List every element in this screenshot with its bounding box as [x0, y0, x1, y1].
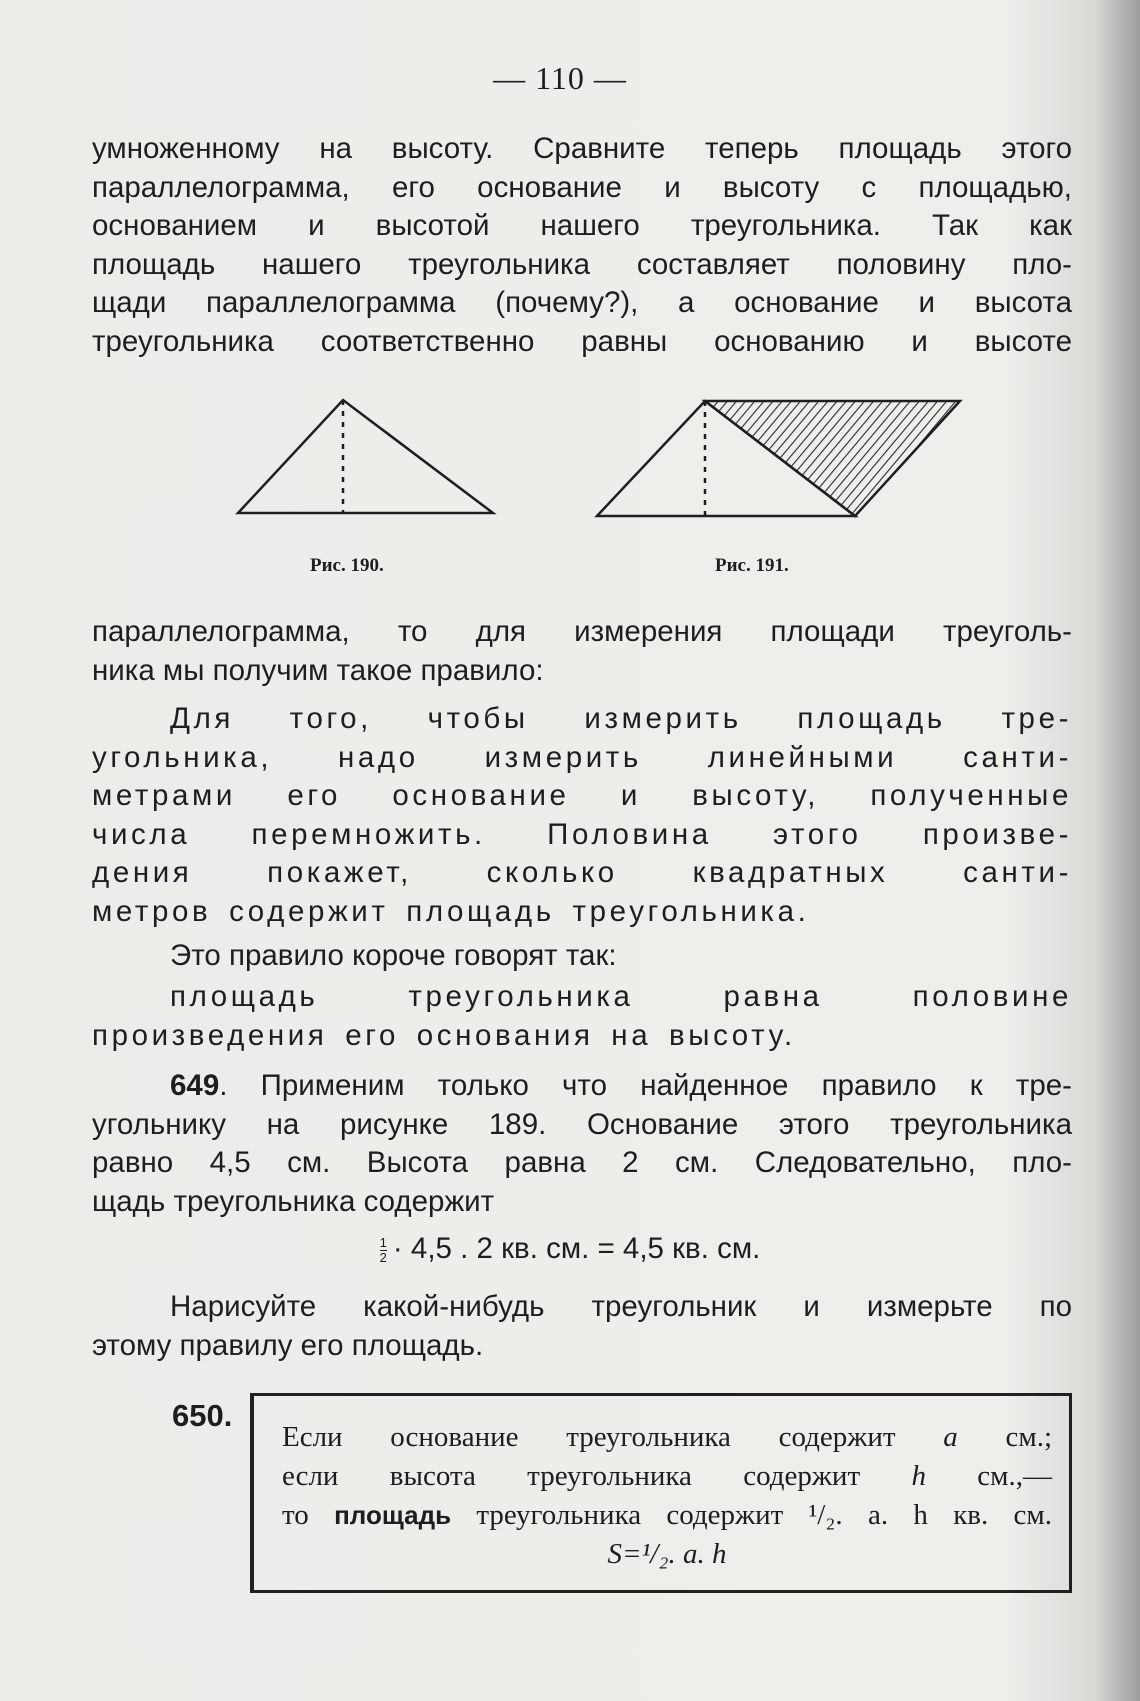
text-line: щадь треугольника содержит	[92, 1184, 495, 1218]
fraction-denominator: 2	[379, 1249, 387, 1265]
rule-paragraph	[92, 700, 1072, 931]
paragraph-conclusion	[92, 613, 1072, 690]
text-line: параллелограмма, то для измерения площади треуголь-	[92, 615, 1072, 648]
figure-190-caption: Рис. 190.	[310, 555, 384, 576]
box-line	[282, 1418, 1052, 1457]
area-formula	[0, 1232, 1140, 1266]
figures	[0, 385, 1140, 585]
rule-line: угольника, надо измерить линейными санти-	[92, 740, 1072, 774]
text-line: треугольника соответственно равны основанию и высоте	[92, 324, 1072, 358]
text-segment: то	[282, 1499, 335, 1531]
text-segment: если высота треугольника содержит	[282, 1460, 912, 1492]
rule-line: Для того, чтобы измерить площадь тре-	[170, 702, 1072, 735]
box-line	[282, 1457, 1052, 1496]
text-line: угольнику на рисунке 189. Основание этого треугольника	[92, 1107, 1072, 1141]
box-line	[282, 1496, 1052, 1535]
task-paragraph	[92, 1288, 1072, 1365]
formula-box-text	[282, 1418, 1052, 1574]
triangle-figure-190	[238, 400, 493, 513]
text-line: ника мы получим такое правило:	[92, 653, 544, 687]
exercise-number: 649	[170, 1069, 220, 1102]
short-rule	[92, 978, 1072, 1055]
text-line	[92, 1067, 1072, 1106]
figure-drawings	[0, 385, 1140, 585]
rule-line: числа перемножить. Половина этого произве-	[92, 817, 1072, 851]
formula-s: S=¹/₂. a. h	[607, 1538, 727, 1570]
text-line: умноженному на высоту. Сравните теперь площадь этого	[92, 132, 1072, 165]
text-segment: см.;	[957, 1421, 1053, 1453]
variable-h: h	[911, 1460, 926, 1492]
formula-box	[250, 1393, 1072, 1593]
text-segment: треугольника содержит ¹/₂. a. h кв. см.	[451, 1499, 1052, 1531]
paragraph-intro	[92, 130, 1072, 361]
short-rule-line: произведения его основания на высоту.	[92, 1018, 796, 1052]
text-line: основанием и высотой нашего треугольника. Так как	[92, 209, 1072, 242]
page-number: — 110 —	[493, 60, 627, 96]
box-formula-line	[282, 1535, 1052, 1574]
rule-line: метрами его основание и высоту, полученные	[92, 779, 1072, 812]
text-segment: . Применим только что найденное правило к тре-	[219, 1069, 1072, 1102]
text-line: площадь нашего треугольника составляет половину пло-	[92, 247, 1072, 281]
text-line: Нарисуйте какой-нибудь треугольник и измерьте по	[170, 1290, 1072, 1323]
text-line: щади параллелограмма (почему?), а основание и высота	[92, 286, 1072, 319]
bold-word: площадь	[334, 1500, 452, 1530]
rule-line: дения покажет, сколько квадратных санти-	[92, 856, 1072, 889]
text-segment: см.,—	[925, 1460, 1053, 1492]
text-line: параллелограмма, его основание и высоту с площадью,	[92, 170, 1072, 204]
text-line: Это правило короче говорят так:	[170, 939, 617, 972]
parallelogram-figure-191	[597, 401, 960, 516]
fraction-numerator: 1	[379, 1234, 387, 1250]
text-line: этому правилу его площадь.	[92, 1328, 484, 1362]
text-segment: Если основание треугольника содержит	[282, 1421, 944, 1453]
short-rule-intro	[170, 937, 1070, 976]
rule-line: метров содержит площадь треугольника.	[92, 894, 810, 928]
formula-expression: · 4,5 . 2 кв. см. = 4,5 кв. см.	[392, 1232, 761, 1265]
fraction-one-half	[380, 1236, 387, 1265]
text-line: равно 4,5 см. Высота равна 2 см. Следовательно, пло-	[92, 1146, 1072, 1179]
short-rule-line: площадь треугольника равна половине	[170, 980, 1072, 1013]
exercise-649	[92, 1067, 1072, 1221]
figure-191-caption: Рис. 191.	[715, 555, 789, 576]
variable-a: a	[943, 1421, 958, 1453]
exercise-650-number: 650.	[172, 1398, 233, 1433]
